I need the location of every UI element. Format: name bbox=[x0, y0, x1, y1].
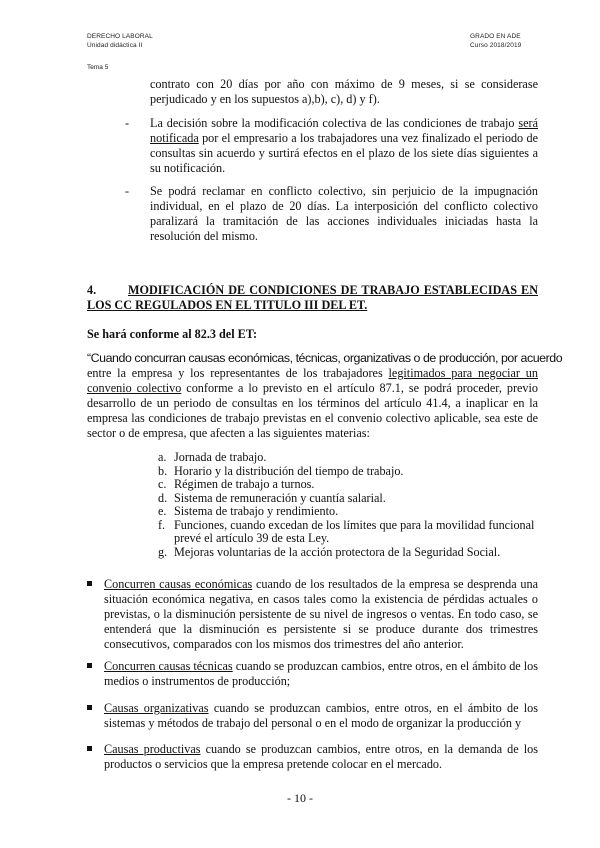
cause-text: cuando de los resultados de la empresa se desprenda una situación económica negativa, en casos tales como la existencia de pérdidas actuales o previstas, o la disminución persistente de su nivel de ingresos o ventas. En todo caso, se entenderá que la disminución es persistente si se produce durante dos trimestres consecutivos, comparados con los mismos dos trimestres del año anterior. bbox=[104, 577, 538, 651]
list-letter: g. bbox=[158, 544, 168, 559]
dash-mark: - bbox=[125, 184, 130, 198]
quote-paragraph bbox=[87, 351, 563, 441]
page-number: - 10 - bbox=[287, 791, 313, 805]
list-letter: f. bbox=[158, 517, 166, 532]
list-item bbox=[158, 451, 538, 465]
list-letter: b. bbox=[158, 463, 168, 478]
list-text: Horario y la distribución del tiempo de trabajo. bbox=[174, 463, 404, 478]
cause-text: cuando se produzcan cambios, entre otros, en la demanda de los productos o servicios que la empresa pretende colocar en el mercado. bbox=[104, 742, 539, 771]
list-text: Mejoras voluntarias de la acción protectora de la Seguridad Social. bbox=[174, 544, 501, 559]
dash-item-text: Se podrá reclamar en conflicto colectivo, sin perjuicio de la impugnación individual, en el plazo de 20 días. La interposición del conflicto colectivo paralizará la tramitación de las acciones individuales iniciadas hasta la resolución del mismo. bbox=[150, 184, 538, 243]
list-item bbox=[158, 492, 538, 506]
dash-item-text: La decisión sobre la modificación colectiva de las condiciones de trabajo bbox=[150, 116, 519, 130]
cause-text: cuando se produzcan cambios, entre otros, en el ámbito de los medios o instrumentos de producción; bbox=[104, 659, 538, 688]
quote-text: conforme a lo previsto en el artículo 87.1, se podrá proceder, previo desarrollo de un periodo de consultas en los términos del artículo 41.4, a inaplicar en la empresa las condiciones de trabajo previstas en el convenio colectivo aplicable, sea este de sector o de empresa, que afecten a las siguientes materias: bbox=[87, 381, 539, 440]
bullet-square bbox=[87, 581, 92, 586]
cause-title: Concurren causas económicas bbox=[104, 577, 253, 591]
list-item bbox=[158, 505, 538, 519]
dash-item-text: contrato con 20 días por año con máximo de 9 meses, si se considerase perjudicado y en los supuestos a),b), c), d) y f). bbox=[150, 77, 538, 106]
list-item bbox=[158, 478, 538, 492]
list-item bbox=[158, 546, 538, 560]
list-letter: a. bbox=[158, 450, 167, 464]
header-left bbox=[87, 32, 153, 50]
header-right bbox=[470, 32, 521, 50]
section-number: 4. bbox=[87, 283, 97, 297]
cause-title: Causas productivas bbox=[104, 742, 201, 756]
dash-item-notification bbox=[125, 116, 538, 176]
dash-item-continuation bbox=[150, 77, 538, 107]
header-degree: GRADO EN ADE bbox=[470, 33, 521, 40]
cause-title: Causas organizativas bbox=[104, 701, 209, 715]
bullet-square bbox=[87, 746, 92, 751]
list-text: Funciones, cuando excedan de los límites que para la movilidad funcional prevé el artículo 39 de esta Ley. bbox=[174, 517, 535, 545]
section-title: MODIFICACIÓN DE CONDICIONES DE TRABAJO ESTABLECIDAS EN LOS CC REGULADOS EN EL TITULO III DEL ET. bbox=[87, 283, 538, 312]
cause-productive bbox=[87, 742, 538, 772]
header-course: Curso 2018/2019 bbox=[470, 42, 522, 49]
section-subtitle: Se hará conforme al 82.3 del ET: bbox=[87, 327, 258, 341]
section-heading bbox=[87, 283, 538, 313]
dash-item-text: por el empresario a los trabajadores una vez finalizado el periodo de consultas sin acuerdo y surtirá efectos en el plazo de los siete días siguientes a su notificación. bbox=[150, 131, 538, 175]
bullet-square bbox=[87, 705, 92, 710]
header-unit: Unidad didáctica II bbox=[87, 42, 143, 49]
list-letter: d. bbox=[158, 490, 168, 505]
cause-title: Concurren causas técnicas bbox=[104, 659, 233, 673]
header-subject: DERECHO LABORAL bbox=[87, 33, 153, 40]
list-text: Jornada de trabajo. bbox=[174, 450, 267, 464]
cause-organizational bbox=[87, 701, 538, 731]
dash-item-underlined: será notificada bbox=[150, 116, 538, 145]
dash-mark: - bbox=[125, 116, 130, 130]
dash-item-conflict bbox=[125, 184, 538, 244]
list-letter: e. bbox=[158, 504, 167, 518]
cause-economic bbox=[87, 577, 538, 652]
list-letter: c. bbox=[158, 477, 167, 491]
header-tema: Tema 5 bbox=[87, 64, 109, 71]
quote-text: entre la empresa y los representantes de los trabajadores bbox=[87, 366, 389, 380]
list-text: Régimen de trabajo a turnos. bbox=[174, 477, 315, 491]
materias-list bbox=[158, 451, 538, 559]
list-item bbox=[158, 465, 538, 479]
quote-underlined: legitimados para negociar un convenio colectivo bbox=[87, 366, 538, 395]
cause-text: cuando se produzcan cambios, entre otros, en el ámbito de los sistemas y métodos de trabajo del personal o en el modo de organizar la producción y bbox=[104, 701, 539, 730]
bullet-square bbox=[87, 663, 92, 668]
list-item bbox=[158, 519, 538, 546]
list-text: Sistema de remuneración y cuantía salarial. bbox=[174, 490, 386, 505]
list-text: Sistema de trabajo y rendimiento. bbox=[174, 504, 339, 518]
cause-technical bbox=[87, 659, 538, 689]
quote-first-line: “Cuando concurran causas económicas, técnicas, organizativas o de producción, por acuerdo bbox=[87, 351, 563, 365]
